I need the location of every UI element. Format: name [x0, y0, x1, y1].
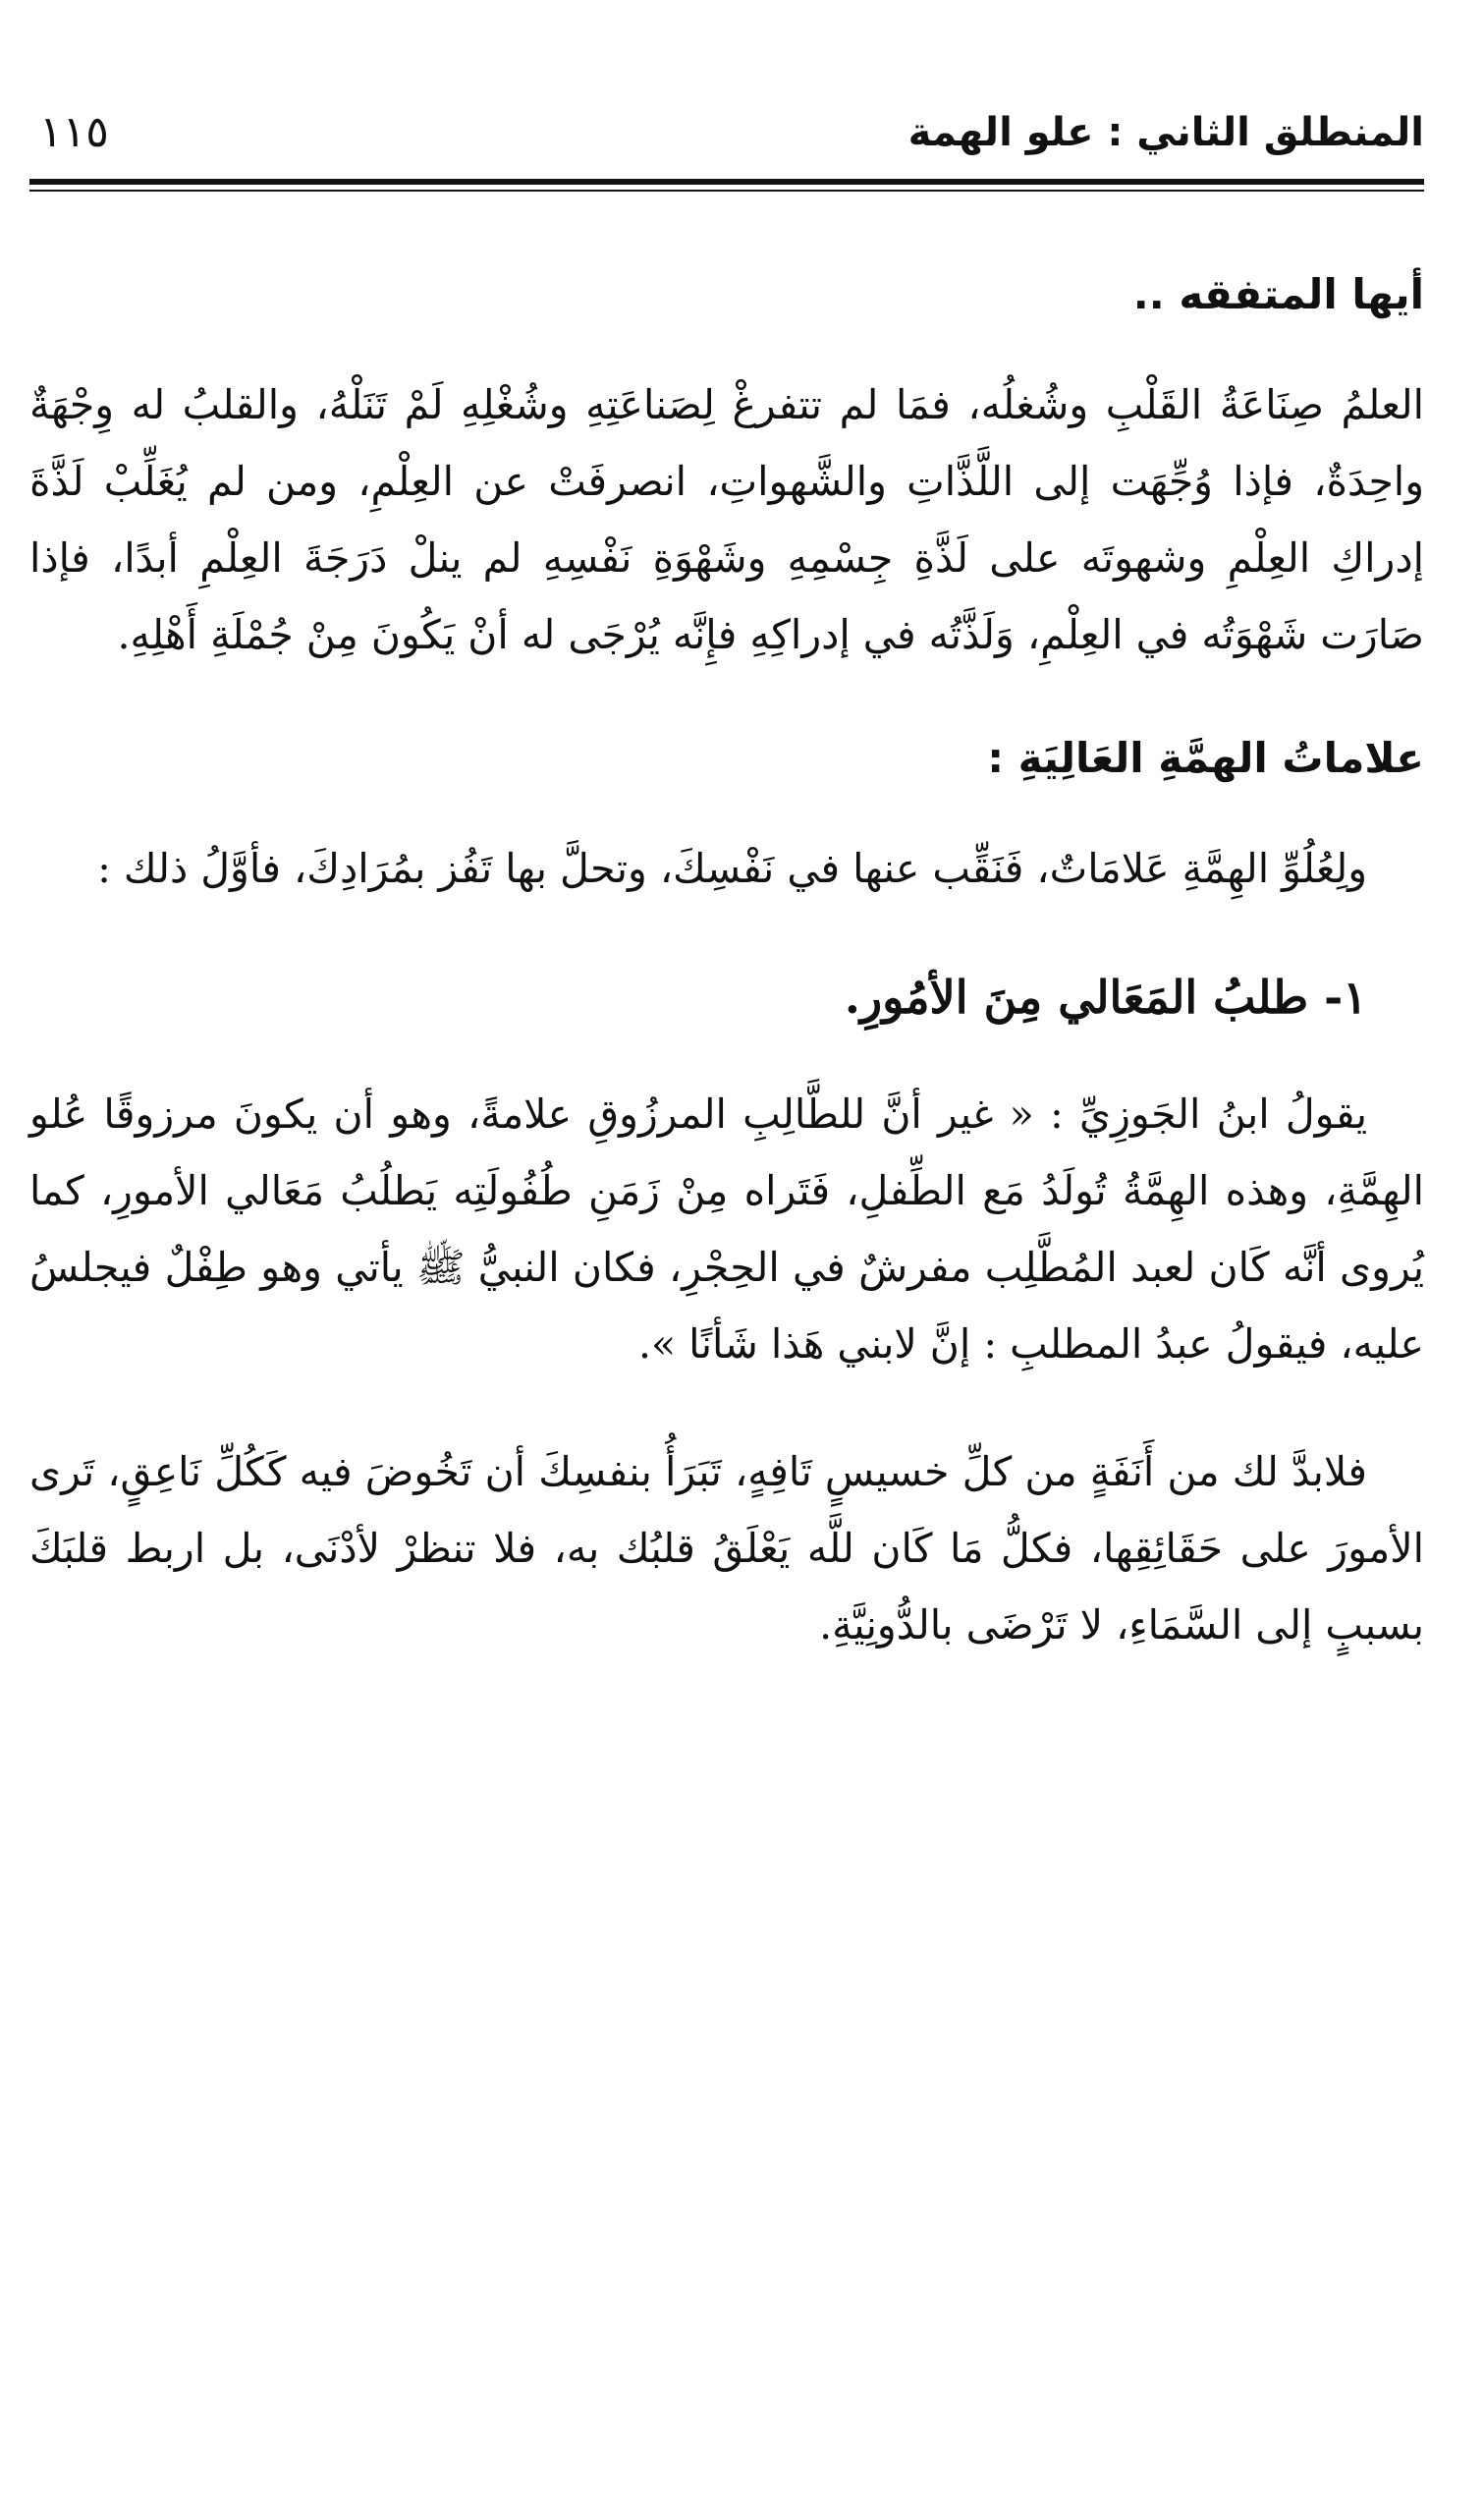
section-heading-mutafaqqih: أيها المتفقه ..: [1132, 270, 1424, 318]
paragraph-knowledge-heart: العلمُ صِنَاعَةُ القَلْبِ وشُغلُه، فمَا لم تتفرغْ لِصَناعَتِهِ وشُغْلِهِ لَمْ تَنَلْهُ، والقلبُ له وِجْهَةٌ واحِدَةٌ، فإذا وُجِّهَت إلى اللَّذَّاتِ والشَّهواتِ، انصرفَتْ عن العِلْمِ، ومن لم يُغَلِّبْ لَذَّةَ إدراكِ العِلْمِ وشهوتَه على لَذَّةِ جِسْمِهِ وشَهْوَةِ نَفْسِهِ لم ينلْ دَرَجَةَ العِلْمِ أبدًا، فإذا صَارَت شَهْوَتُه في العِلْمِ، وَلَذَّتُه في إدراكِهِ فإِنَّه يُرْجَى له أنْ يَكُونَ مِنْ جُمْلَةِ أَهْلِهِ.: [29, 381, 1424, 658]
header-rule-thick: [29, 179, 1424, 185]
running-header: [29, 93, 1424, 172]
section-heading-signs: علاماتُ الهمَّةِ العَالِيَةِ :: [987, 734, 1424, 782]
item-heading-first-sign: ١- طلبُ المَعَالي مِنَ الأمُورِ.: [844, 971, 1367, 1024]
paragraph-signs-intro: ولِعُلُوِّ الهِمَّةِ عَلامَاتٌ، فَنَقِّب عنها في نَفْسِكَ، وتحلَّ بها تَفُز بمُرَادِكَ، فأوَّلُ ذلك :: [97, 845, 1367, 892]
page-number: ١١٥: [39, 107, 109, 157]
chapter-title: المنطلق الثاني : علو الهمة: [907, 110, 1424, 155]
paragraph-ibn-aljawzi-quote: يقولُ ابنُ الجَوزِيِّ : « غير أنَّ للطَّالِبِ المرزُوقِ علامةً، وهو أن يكونَ مرزوقًا عُلو الهِمَّةِ، وهذه الهِمَّةُ تُولَدُ مَع الطِّفلِ، فَتَراه مِنْ زَمَنِ طُفُولَتِه يَطلُبُ مَعَالي الأمورِ، كما يُروى أنَّه كَان لعبد المُطَّلِب مفرشٌ في الحِجْرِ، فكان النبيُّ ﷺ يأتي وهو طِفْلٌ فيجلسُ عليه، فيقولُ عبدُ المطلبِ : إنَّ لابني هَذا شَأنًا ».: [29, 1090, 1424, 1368]
header-rule-thin: [29, 190, 1424, 192]
paragraph-closing: فلابدَّ لك من أَنَفَةٍ من كلِّ خسيسٍ تَافِهٍ، تَبَرَأُ بنفسِكَ أن تَخُوضَ فيه كَكُلِّ نَاعِقٍ، تَرى الأمورَ على حَقَائِقِها، فكلُّ مَا كَان للَّه يَعْلَقُ قلبُك به، فلا تنظرْ لأدْنَى، بل اربط قلبَكَ بسببٍ إلى السَّمَاءِ، لا تَرْضَى بالدُّونِيَّةِ.: [29, 1448, 1425, 1649]
book-page: [29, 0, 1424, 2516]
page-body: [29, 260, 1424, 1714]
